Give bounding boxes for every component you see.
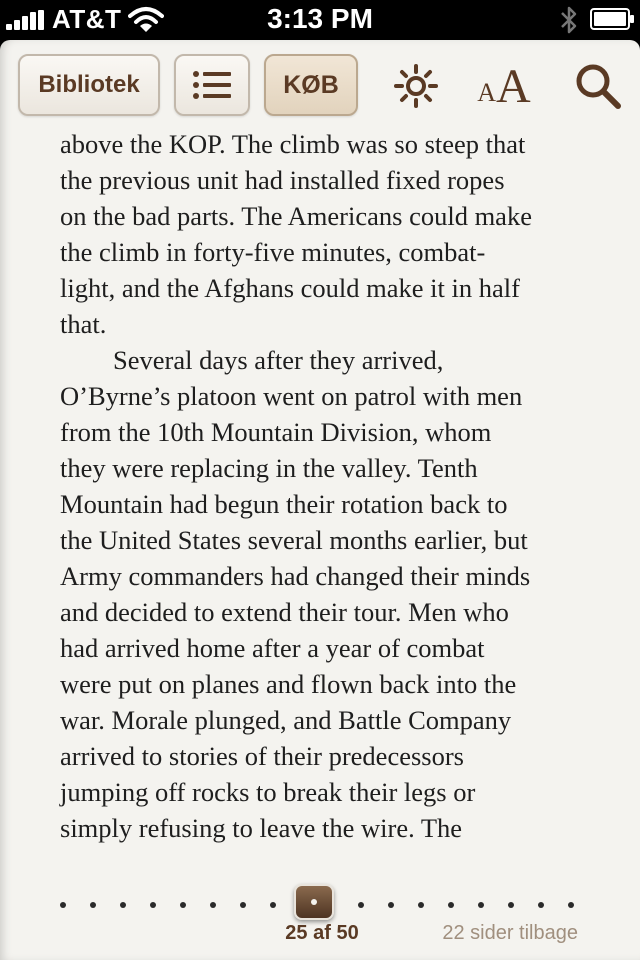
brightness-button[interactable] bbox=[392, 58, 440, 114]
text-line: the previous unit had installed fixed ropes bbox=[60, 165, 505, 195]
page-scrubber[interactable] bbox=[48, 884, 596, 924]
brightness-icon bbox=[394, 64, 438, 108]
pages-remaining: 22 sider tilbage bbox=[442, 922, 578, 944]
search-icon bbox=[575, 63, 621, 109]
font-size-button[interactable] bbox=[468, 58, 540, 114]
text-line: war. Morale plunged, and Battle Company bbox=[60, 705, 512, 735]
reader-toolbar bbox=[0, 54, 640, 118]
scrubber-dot bbox=[568, 902, 574, 908]
font-size-large-label: A bbox=[496, 59, 531, 113]
page-indicator: 25 af 50 bbox=[285, 922, 359, 944]
carrier-name: AT&T bbox=[52, 4, 122, 34]
text-line: the United States several months earlier, but bbox=[60, 525, 528, 555]
scrubber-dot bbox=[120, 902, 126, 908]
status-time: 3:13 PM bbox=[267, 3, 373, 34]
text-line: they were replacing in the valley. Tenth bbox=[60, 453, 478, 483]
scrubber-dot bbox=[418, 902, 424, 908]
scrubber-dot bbox=[388, 902, 394, 908]
scrubber-knob[interactable] bbox=[294, 884, 334, 920]
text-line: O’Byrne’s platoon went on patrol with men bbox=[60, 381, 523, 411]
scrubber-dot bbox=[478, 902, 484, 908]
scrubber-dot bbox=[538, 902, 544, 908]
scrubber-dot bbox=[508, 902, 514, 908]
text-line: light, and the Afghans could make it in half bbox=[60, 273, 520, 303]
status-bar bbox=[0, 0, 640, 40]
text-line: jumping off rocks to break their legs or bbox=[60, 777, 476, 807]
scrubber-dot bbox=[448, 902, 454, 908]
scrubber-dot bbox=[150, 902, 156, 908]
text-line: that. bbox=[60, 309, 107, 339]
scrubber-dot bbox=[240, 902, 246, 908]
text-line: arrived to stories of their predecessors bbox=[60, 741, 464, 771]
font-size-small-label: A bbox=[477, 78, 497, 107]
text-line: Army commanders had changed their minds bbox=[60, 561, 531, 591]
buy-button[interactable]: KØB bbox=[264, 54, 358, 116]
library-button[interactable]: Bibliotek bbox=[18, 54, 160, 116]
bluetooth-icon bbox=[558, 4, 580, 36]
scrubber-dot bbox=[358, 902, 364, 908]
text-line: had arrived home after a year of combat bbox=[60, 633, 485, 663]
text-line: Several days after they arrived, bbox=[60, 345, 444, 375]
book-text bbox=[60, 126, 596, 846]
text-line: the climb in forty-five minutes, combat- bbox=[60, 237, 486, 267]
table-of-contents-button[interactable] bbox=[174, 54, 250, 116]
text-line: from the 10th Mountain Division, whom bbox=[60, 417, 492, 447]
text-line: Mountain had begun their rotation back to bbox=[60, 489, 508, 519]
battery-icon bbox=[590, 8, 636, 30]
text-line: on the bad parts. The Americans could make bbox=[60, 201, 532, 231]
scrubber-dot bbox=[180, 902, 186, 908]
text-line: simply refusing to leave the wire. The bbox=[60, 813, 463, 843]
search-button[interactable] bbox=[572, 58, 624, 114]
scrubber-dot bbox=[90, 902, 96, 908]
book-page bbox=[0, 40, 640, 960]
list-icon bbox=[193, 70, 231, 100]
scrubber-dot bbox=[210, 902, 216, 908]
scrubber-dot bbox=[60, 902, 66, 908]
text-line: were put on planes and flown back into the bbox=[60, 669, 517, 699]
scrubber-dot bbox=[270, 902, 276, 908]
text-line: and decided to extend their tour. Men who bbox=[60, 597, 509, 627]
text-line: above the KOP. The climb was so steep that bbox=[60, 129, 526, 159]
